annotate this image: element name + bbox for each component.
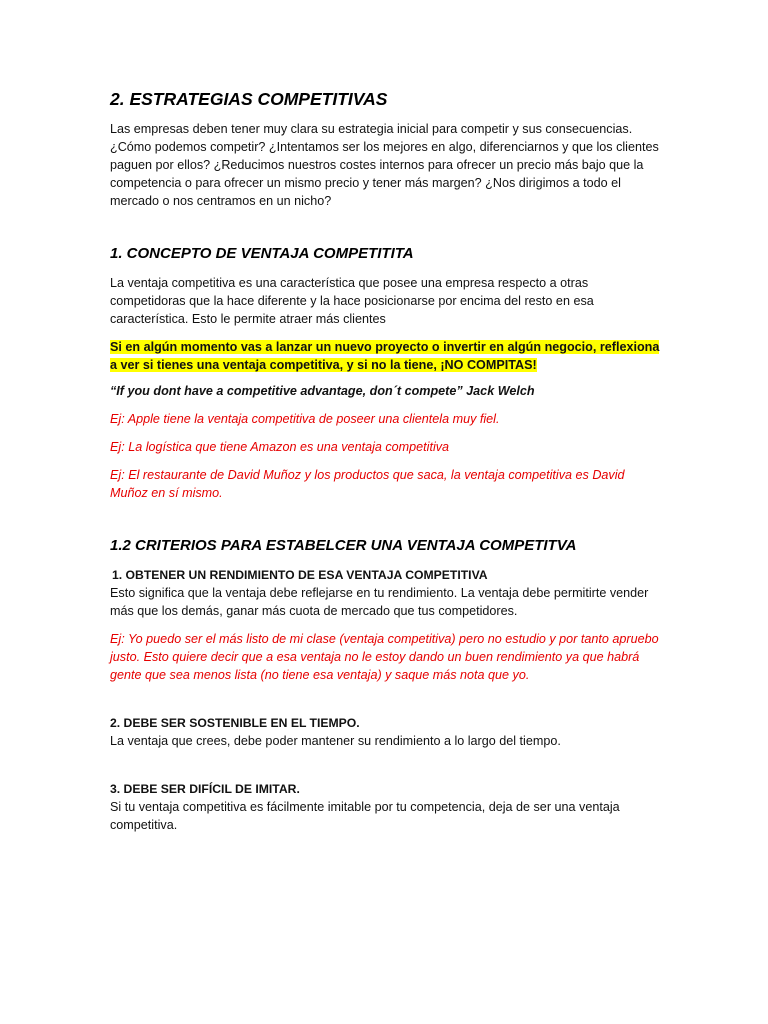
criterion-2-title: 2. DEBE SER SOSTENIBLE EN EL TIEMPO. <box>110 716 360 730</box>
concepto-paragraph: La ventaja competitiva es una característica que posee una empresa respecto a otras competidoras que la hace diferente y la hace posicionarse por encima del resto en esa característica. Esto le permite atraer más clientes <box>110 276 594 326</box>
criterion-3-title: 3. DEBE SER DIFÍCIL DE IMITAR. <box>110 782 300 796</box>
highlighted-warning <box>110 338 664 374</box>
spacer <box>110 684 664 714</box>
section-heading-criterios: 1.2 CRITERIOS PARA ESTABELCER UNA VENTAJA COMPETITVA <box>110 537 577 554</box>
criterion-1-example: Ej: Yo puedo ser el más listo de mi clase (ventaja competitiva) pero no estudio y por tanto apruebo justo. Esto quiere decir que a esa ventaja no le estoy dando un buen rendimiento ya que habrá gente que sea menos lista (no tiene esa ventaja) y saque más nota que yo. <box>110 632 659 682</box>
example-apple: Ej: Apple tiene la ventaja competitiva de poseer una clientela muy fiel. <box>110 412 500 426</box>
jack-welch-quote: “If you dont have a competitive advantage, don´t compete” Jack Welch <box>110 384 535 398</box>
example-amazon: Ej: La logística que tiene Amazon es una ventaja competitiva <box>110 440 450 454</box>
criterion-2-body: La ventaja que crees, debe poder mantener su rendimiento a lo largo del tiempo. <box>110 734 561 748</box>
document-title: 2. ESTRATEGIAS COMPETITIVAS <box>110 89 388 109</box>
intro-paragraph: Las empresas deben tener muy clara su estrategia inicial para competir y sus consecuencias. ¿Cómo podemos competir? ¿Intentamos ser los mejores en algo, diferenciarnos y que los clientes paguen por ellos? ¿Reducimos nuestros costes internos para ofrecer un precio más bajo que la competencia o para ofrecer un mismo precio y tener más margen? ¿Nos dirigimos a todo el mercado o nos centramos en un nicho? <box>110 122 659 208</box>
section-heading-concepto: 1. CONCEPTO DE VENTAJA COMPETITITA <box>110 245 414 262</box>
criterion-1-body: Esto significa que la ventaja debe reflejarse en tu rendimiento. La ventaja debe permitirte vender más que los demás, ganar más cuota de mercado que tus competidores. <box>110 586 649 618</box>
criterion-3-body: Si tu ventaja competitiva es fácilmente imitable por tu competencia, deja de ser una ventaja competitiva. <box>110 800 620 832</box>
spacer <box>110 502 664 536</box>
example-david-munoz: Ej: El restaurante de David Muñoz y los productos que saca, la ventaja competitiva es David Muñoz en sí mismo. <box>110 468 625 500</box>
criterion-1-title: 1. OBTENER UN RENDIMIENTO DE ESA VENTAJA COMPETITIVA <box>112 568 488 582</box>
highlighted-warning-text: Si en algún momento vas a lanzar un nuevo proyecto o invertir en algún negocio, reflexiona a ver si tienes una ventaja competitiva, y si no la tiene, ¡NO COMPITAS! <box>110 340 660 372</box>
spacer <box>110 210 664 244</box>
spacer <box>110 750 664 780</box>
